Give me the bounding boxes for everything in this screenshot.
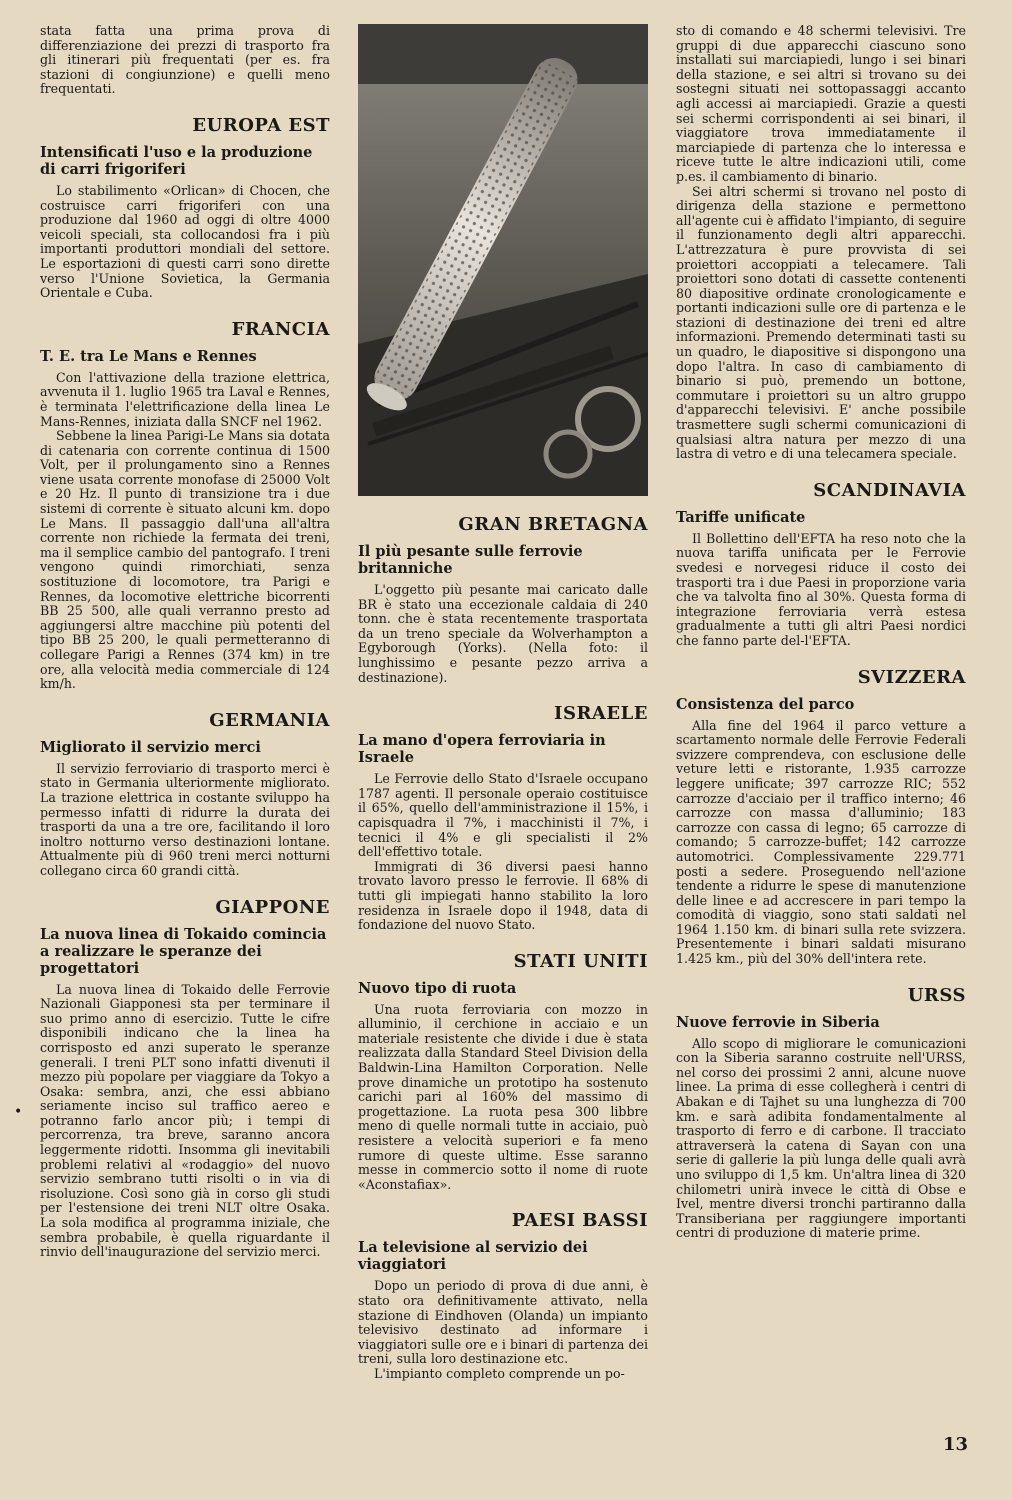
article-body: Immigrati di 36 diversi paesi hanno trovato lavoro presso le ferrovie. Il 68% di tutti gli impiegati hanno stabilito la loro residenza in Israele dopo il 1948, data di fondazione del nuovo Stato. — [358, 858, 648, 933]
headline-giappone: La nuova linea di Tokaido comincia a realizzare le speranze dei progettatori — [40, 925, 327, 977]
article-body: Il Bollettino dell'EFTA ha reso noto che la nuova tariffa unificata per le Ferrovie svedesi e norvegesi riduce il costo dei trasporti tra i due Paesi in proporzione varia che va talvolta fino al 30%. Questa forma di integrazione ferroviaria verrà estesa gradualmente a tutti gli altri Paesi nordici che fanno parte del-l'EFTA. — [676, 530, 966, 648]
bullet-mark: • — [14, 1104, 23, 1120]
headline-francia: T. E. tra Le Mans e Rennes — [40, 347, 257, 365]
article-body: Le Ferrovie dello Stato d'Israele occupano 1787 agenti. Il personale operaio costituisce il 65%, quello dell'amministrazione il 15%, i capisquadra il 7%, i macchinisti il 7%, i tecnici il 4% e gli specialisti il 2% dell'effettivo totale. — [358, 771, 648, 860]
headline-urss: Nuove ferrovie in Siberia — [676, 1013, 880, 1031]
article-body: La nuova linea di Tokaido delle Ferrovie Nazionali Giapponesi sta per terminare il suo primo anno di esercizio. Tutte le cifre disponibili indicano che la linea ha corrisposto ed anzi superato le speranze generali. I treni PLT sono infatti divenuti il mezzo più popolare per viaggiare da Tokyo a Osaka: sembra, anzi, che essi abbiano seriamente inciso sul traffico aereo e potranno farlo ancor più; i tempi di percorrenza, tra breve, saranno ancora leggermente ridotti. Insomma gli inevitabili problemi relativi al «rodaggio» del nuovo servizio sembrano tutti risolti o in via di risoluzione. Così sono già in corso gli studi per l'estensione dei treni NLT oltre Osaka. La sola modifica al programma iniziale, che sembra probabile, è quella riguardante il rinvio dell'inaugurazione del servizio merci. — [40, 981, 330, 1260]
section-scandinavia: SCANDINAVIA — [813, 479, 966, 501]
section-gran-bretagna: GRAN BRETAGNA — [458, 514, 648, 535]
column-3 — [676, 24, 966, 1241]
headline-scandinavia: Tariffe unificate — [676, 508, 806, 526]
boiler-illustration — [358, 24, 648, 496]
section-israele: ISRAELE — [554, 703, 648, 725]
headline-svizzera: Consistenza del parco — [676, 695, 855, 713]
headline-germania: Migliorato il servizio merci — [40, 738, 261, 756]
column-1 — [40, 24, 330, 1260]
section-svizzera: SVIZZERA — [857, 666, 966, 688]
column-2 — [358, 24, 648, 1382]
section-stati-uniti: STATI UNITI — [513, 950, 648, 972]
article-body: Allo scopo di migliorare le comunicazioni con la Siberia saranno costruite nell'URSS, nel corso dei prossimi 2 anni, alcune nuove linee. La prima di esse collegherà i centri di Abakan e di Tajhet su una lunghezza di 700 km. e sarà adibita fondamentalmente al trasporto di ferro e di carbone. Il tracciato attraverserà la catena di Sayan con una serie di gallerie la più lunga delle quali avrà uno sviluppo di 1,5 km. Un'altra linea di 320 chilometri unirà invece le città di Obse e Ivel, mentre diversi tronchi partiranno dalla Transiberiana per raggiungere importanti centri di produzione di materie prime. — [676, 1035, 966, 1241]
article-body: Lo stabilimento «Orlican» di Chocen, che costruisce carri frigoriferi con una produzione dal 1960 ad oggi di oltre 4000 veicoli speciali, sta collocandosi fra i più importanti produttori mondiali del settore. Le esportazioni di questi carri sono dirette verso l'Unione Sovietica, la Germania Orientale e Cuba. — [40, 182, 330, 301]
intro-text: stata fatta una prima prova di differenziazione dei prezzi di trasporto fra gli itinerari più frequentati (per es. fra stazioni di congiunzione) e quelli meno frequentati. — [40, 23, 330, 97]
section-europa-est: EUROPA EST — [192, 114, 330, 136]
headline-gran-bretagna: Il più pesante sulle ferrovie britanniche — [358, 543, 583, 577]
headline-paesi-bassi: La televisione al servizio dei viaggiatori — [358, 1239, 588, 1274]
article-body: Con l'attivazione della trazione elettrica, avvenuta il 1. luglio 1965 tra Laval e Rennes, è terminata l'elettrificazione della linea Le Mans-Rennes, iniziata dalla SNCF nel 1962. — [40, 369, 330, 429]
article-body: Una ruota ferroviaria con mozzo in alluminio, il cerchione in acciaio e un materiale resistente che divide i due è stata realizzata dalla Standard Steel Division della Baldwin-Lina Hamilton Corporation. Nelle prove dinamiche un prototipo ha sostenuto carichi pari al 160% del massimo di progettazione. La ruota pesa 300 libbre meno di quelle normali tutte in acciaio, può resistere a velocità superiori e fa meno rumore di queste ultime. Esse saranno messe in commercio sotto il nome di ruote «Aconstafiax». — [358, 1001, 648, 1192]
section-germania: GERMANIA — [209, 709, 330, 731]
section-francia: FRANCIA — [231, 318, 330, 340]
section-paesi-bassi: PAESI BASSI — [511, 1210, 648, 1232]
article-body: Dopo un periodo di prova di due anni, è stato ora definitivamente attivato, nella stazione di Eindhoven (Olanda) un impianto televisivo destinato ad informare i viaggiatori sulle ore e i binari di partenza dei treni, sulla loro destinazione etc. — [358, 1278, 648, 1367]
article-body: Sebbene la linea Parigi-Le Mans sia dotata di catenaria con corrente continua di 1500 Volt, per il prolungamento sino a Rennes viene usata corrente monofase di 25000 Volt e 20 Hz. Il punto di transizione tra i due sistemi di corrente è situato alcuni km. dopo Le Mans. Il passaggio dall'una all'altra corrente non richiede la fermata dei treni, ma il semplice cambio del pantografo. I treni vengono quindi rimorchiati, senza sostituzione di locomotore, tra Parigi e Rennes, da locomotive elettriche bicorrenti BB 25 500, alle quali verranno presto ad aggiungersi altre macchine più potenti del tipo BB 25 200, le quali permetteranno di collegare Parigi a Rennes (374 km) in tre ore, alla velocità media commerciale di 124 km/h. — [40, 428, 330, 692]
section-giappone: GIAPPONE — [215, 896, 330, 918]
article-body: L'oggetto più pesante mai caricato dalle BR è stato una eccezionale caldaia di 240 tonn. che è stata recentemente trasportata da un treno speciale da Wolverhampton a Egyborough (Yorks). (Nella foto: il lunghissimo e pesante pezzo arriva a destinazione). — [358, 582, 648, 685]
article-body: Il servizio ferroviario di trasporto merci è stato in Germania ulteriormente migliorato. La trazione elettrica in costante sviluppo ha permesso infatti di ridurre la durata dei trasporti da una a tre ore, facilitando il loro inoltro notturno verso destinazioni lontane. Attualmente più di 960 treni merci notturni collegano circa 60 grandi città. — [40, 760, 330, 878]
headline-israele: La mano d'opera ferroviaria in Israele — [358, 732, 606, 767]
section-urss: URSS — [907, 984, 966, 1006]
article-body: L'impianto completo comprende un po- — [374, 1365, 625, 1381]
page-number: 13 — [942, 1434, 968, 1455]
article-continuation: sto di comando e 48 schermi televisivi. Tre gruppi di due apparecchi ciascuno sono installati sui marciapiedi, lungo i sei binari della stazione, e sei altri si trovano su dei sostegni situati nei sottopassaggi accanto agli accessi ai marciapiedi. Grazie a questi sei schermi corrispondenti ai sei binari, il viaggiatore trova immediatamente il marciapiede di partenza che lo interessa e riceve tutte le altre indicazioni utili, come p.es. il cambiamento di binario. — [676, 23, 966, 184]
boiler-photo — [358, 24, 648, 496]
headline-stati-uniti: Nuovo tipo di ruota — [358, 979, 517, 997]
headline-europa-est: Intensificati l'uso e la produzione di carri frigoriferi — [40, 143, 313, 178]
article-body: Alla fine del 1964 il parco vetture a scartamento normale delle Ferrovie Federali svizzere comprendeva, con esclusione delle veture letti e ristorante, 1.935 carrozze leggere unificate; 397 carrozze RIC; 552 carrozze d'acciaio per il traffico interno; 46 carrozze con massa d'alluminio; 183 carrozze con cassa di legno; 65 carrozze di comando; 5 carrozze-buffet; 142 carrozze automotrici. Complessivamente 229.771 posti a sedere. Proseguendo nell'azione tendente a ridurre le spese di manutenzione delle linee e ad accrescere in pari tempo la comodità di viaggio, sono stati saldati nel 1964 1.150 km. di binari sulla rete svizzera. Presentemente i binari saldati misurano 1.425 km., più del 30% dell'intera rete. — [676, 717, 966, 967]
article-continuation: Sei altri schermi si trovano nel posto di dirigenza della stazione e permettono all'agente cui è affidato l'impianto, di seguire il funzionamento degli altri apparecchi. L'attrezzatura è pure provvista di sei proiettori accoppiati a telecamere. Tali proiettori sono dotati di cassette contenenti 80 diapositive ordinate cronologicamente e portanti indicazioni sulle ore di partenza e le stazioni di destinazione dei treni ed altre informazioni. Premendo determinati tasti su un quadro, le diapositive si dispongono una dopo l'altra. In caso di cambiamento di binario si può, premendo un bottone, commutare i proiettori su un altro gruppo d'apparecchi televisivi. E' anche possibile trasmettere sugli schermi comunicazioni di qualsiasi altra natura per mezzo di una lastra di vetro e di una telecamera speciale. — [676, 183, 966, 462]
